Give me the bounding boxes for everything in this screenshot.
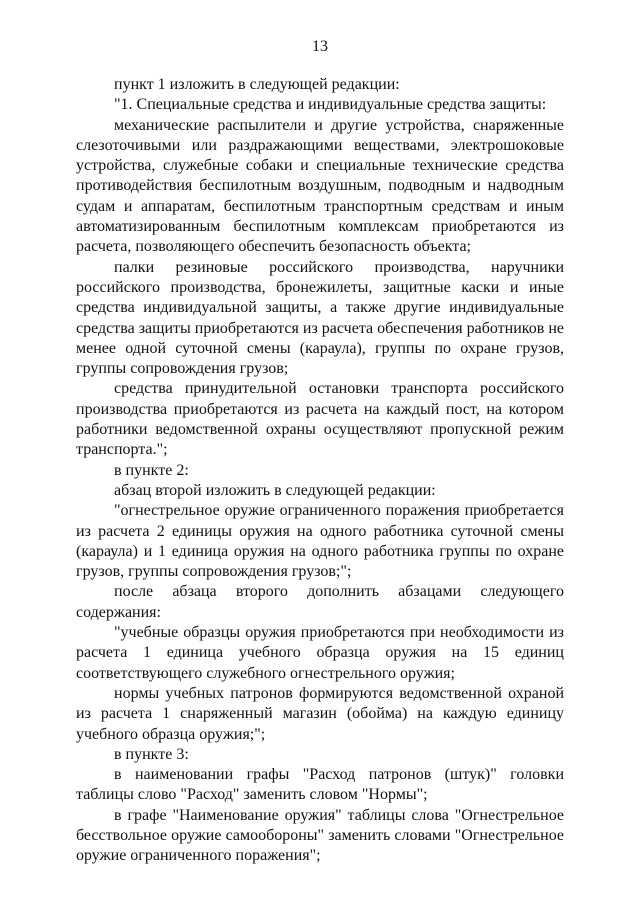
paragraph: "огнестрельное оружие ограниченного поражения приобретается из расчета 2 единицы оружия на одного работника суточной смены (караула) и 1 единица оружия на одного работника группы по охране грузов, группы сопровождения грузов;";	[76, 502, 564, 581]
paragraph: в пункте 3:	[114, 745, 189, 763]
document-body	[76, 75, 564, 867]
paragraph: в наименовании графы "Расход патронов (штук)" головки таблицы слово "Расход" заменить словом "Нормы";	[76, 766, 564, 804]
paragraph: средства принудительной остановки транспорта российского производства приобретаются из расчета на каждый пост, на котором работники ведомственной охраны осуществляют пропускной режим транспорта.";	[76, 380, 564, 459]
page-number: 13	[312, 38, 328, 55]
paragraph: "1. Специальные средства и индивидуальные средства защиты:	[114, 96, 547, 114]
paragraph: в пункте 2:	[114, 461, 189, 479]
paragraph: палки резиновые российского производства, наручники российского производства, бронежилеты, защитные каски и иные средства индивидуальной защиты, а также другие индивидуальные средства защиты приобретаются из расчета обеспечения работников не менее одной суточной смены (караула), группы по охране грузов, группы сопровождения грузов;	[76, 258, 564, 378]
paragraph: абзац второй изложить в следующей редакции:	[114, 481, 436, 499]
paragraph: в графе "Наименование оружия" таблицы слова "Огнестрельное бесствольное оружие самообороны" заменить словами "Огнестрельное оружие ограниченного поражения";	[76, 806, 564, 865]
paragraph: механические распылители и другие устройства, снаряженные слезоточивыми или раздражающими веществами, электрошоковые устройства, служебные собаки и специальные технические средства противодействия беспилотным воздушным, подводным и надводным судам и аппаратам, беспилотным транспортным средствам и иным автоматизированным беспилотным комплексам приобретаются из расчета, позволяющего обеспечить безопасность объекта;	[76, 116, 564, 256]
paragraph: нормы учебных патронов формируются ведомственной охраной из расчета 1 снаряженный магазин (обойма) на каждую единицу учебного образца оружия;";	[76, 684, 564, 743]
paragraph: после абзаца второго дополнить абзацами следующего содержания:	[76, 583, 564, 621]
paragraph: пункт 1 изложить в следующей редакции:	[114, 76, 400, 93]
paragraph: "учебные образцы оружия приобретаются при необходимости из расчета 1 единица учебного образца оружия на 15 единиц соответствующего служебного огнестрельного оружия;	[76, 624, 564, 682]
